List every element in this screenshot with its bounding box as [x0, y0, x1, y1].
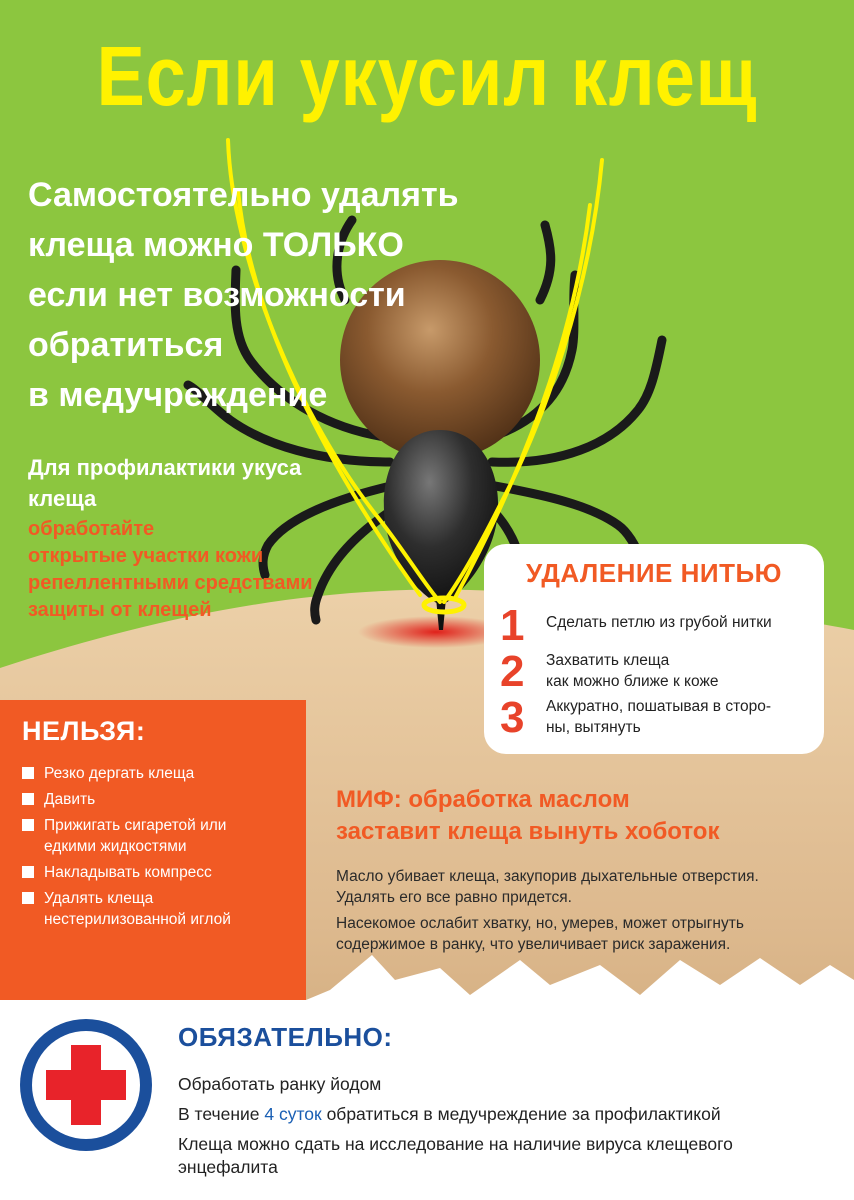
mandatory-text-part: В течение	[178, 1104, 265, 1124]
mandatory-item-line: Клеща можно сдать на исследование на наличие вируса клещевого	[178, 1134, 733, 1154]
poster-title: Если укусил клещ	[96, 29, 758, 123]
prevention-heading	[28, 452, 358, 514]
mandatory-item-line: энцефалита	[178, 1157, 278, 1177]
step-line: Аккуратно, пошатывая в сторо-	[546, 698, 772, 715]
prevention-advice-line: защиты от клещей	[28, 599, 212, 621]
forbidden-item-line: Прижигать сигаретой или	[44, 817, 227, 834]
myth-block	[336, 784, 836, 960]
step-line: как можно ближе к коже	[546, 673, 719, 690]
prevention-heading-line: Для профилактики укуса	[28, 455, 302, 480]
step-line: Захватить клеща	[546, 652, 670, 669]
forbidden-item-line: едкими жидкостями	[44, 838, 187, 855]
medical-cross-icon	[16, 1015, 156, 1155]
myth-line: Насекомое ослабит хватку, но, умерев, может отрыгнуть	[336, 915, 744, 932]
bullet-square-icon	[22, 793, 34, 805]
forbidden-item-line: Накладывать компресс	[44, 864, 212, 881]
myth-line: Удалять его все равно придется.	[336, 889, 572, 906]
prevention-advice-line: обработайте	[28, 518, 155, 540]
bullet-square-icon	[22, 892, 34, 904]
forbidden-item	[22, 763, 292, 784]
lead-line: обратиться	[28, 326, 224, 364]
myth-title-line: МИФ: обработка маслом	[336, 786, 630, 813]
mandatory-title: ОБЯЗАТЕЛЬНО:	[178, 1022, 393, 1052]
step-line: ны, вытянуть	[546, 719, 641, 736]
forbidden-item-line: нестерилизованной иглой	[44, 911, 231, 928]
myth-paragraph	[336, 913, 836, 955]
forbidden-panel	[0, 700, 306, 1000]
mandatory-block	[178, 1022, 838, 1186]
mandatory-text-part: обратиться в медучреждение за профилактикой	[321, 1104, 721, 1124]
mandatory-item-text: Обработать ранку йодом	[178, 1074, 382, 1094]
lead-line: клеща можно ТОЛЬКО	[28, 226, 404, 264]
lead-line: в медучреждение	[28, 376, 328, 414]
prevention-block	[28, 452, 358, 624]
step-line: Сделать петлю из грубой нитки	[546, 614, 772, 631]
myth-line: Масло убивает клеща, закупорив дыхательные отверстия.	[336, 868, 759, 885]
forbidden-item-line: Давить	[44, 791, 96, 808]
lead-warning	[28, 170, 488, 420]
forbidden-item	[22, 815, 292, 857]
forbidden-item-line: Резко дергать клеща	[44, 765, 195, 782]
forbidden-item	[22, 888, 292, 930]
lead-line: Самостоятельно удалять	[28, 176, 459, 214]
myth-title-line: заставит клеща вынуть хоботок	[336, 818, 720, 845]
prevention-advice	[28, 516, 358, 624]
myth-body	[336, 866, 836, 955]
forbidden-item	[22, 862, 292, 883]
prevention-advice-line: открытые участки кожи	[28, 545, 264, 567]
thread-removal-title: УДАЛЕНИЕ НИТЬЮ	[526, 558, 782, 588]
prevention-advice-line: репеллентными средствами	[28, 572, 313, 594]
step-number: 1	[500, 601, 525, 650]
forbidden-item-line: Удалять клеща	[44, 890, 154, 907]
forbidden-title: НЕЛЬЗЯ:	[22, 716, 146, 746]
mandatory-item	[178, 1103, 838, 1126]
step-text	[546, 612, 772, 633]
mandatory-item-text	[178, 1103, 838, 1126]
myth-title	[336, 784, 836, 848]
forbidden-list	[22, 763, 292, 935]
days-highlight: 4 суток	[264, 1104, 322, 1124]
mandatory-list	[178, 1073, 838, 1179]
myth-paragraph	[336, 866, 836, 908]
step-number: 2	[500, 647, 525, 696]
thread-removal-card	[484, 544, 824, 754]
bullet-square-icon	[22, 819, 34, 831]
step-text	[546, 650, 718, 692]
myth-line: содержимое в ранку, что увеличивает риск заражения.	[336, 936, 731, 953]
prevention-heading-line: клеща	[28, 486, 97, 511]
mandatory-item	[178, 1073, 838, 1096]
mandatory-item	[178, 1133, 838, 1179]
bullet-square-icon	[22, 767, 34, 779]
lead-line: если нет возможности	[28, 276, 406, 314]
step-number: 3	[500, 693, 525, 742]
step-text	[546, 696, 771, 738]
bullet-square-icon	[22, 866, 34, 878]
forbidden-item	[22, 789, 292, 810]
